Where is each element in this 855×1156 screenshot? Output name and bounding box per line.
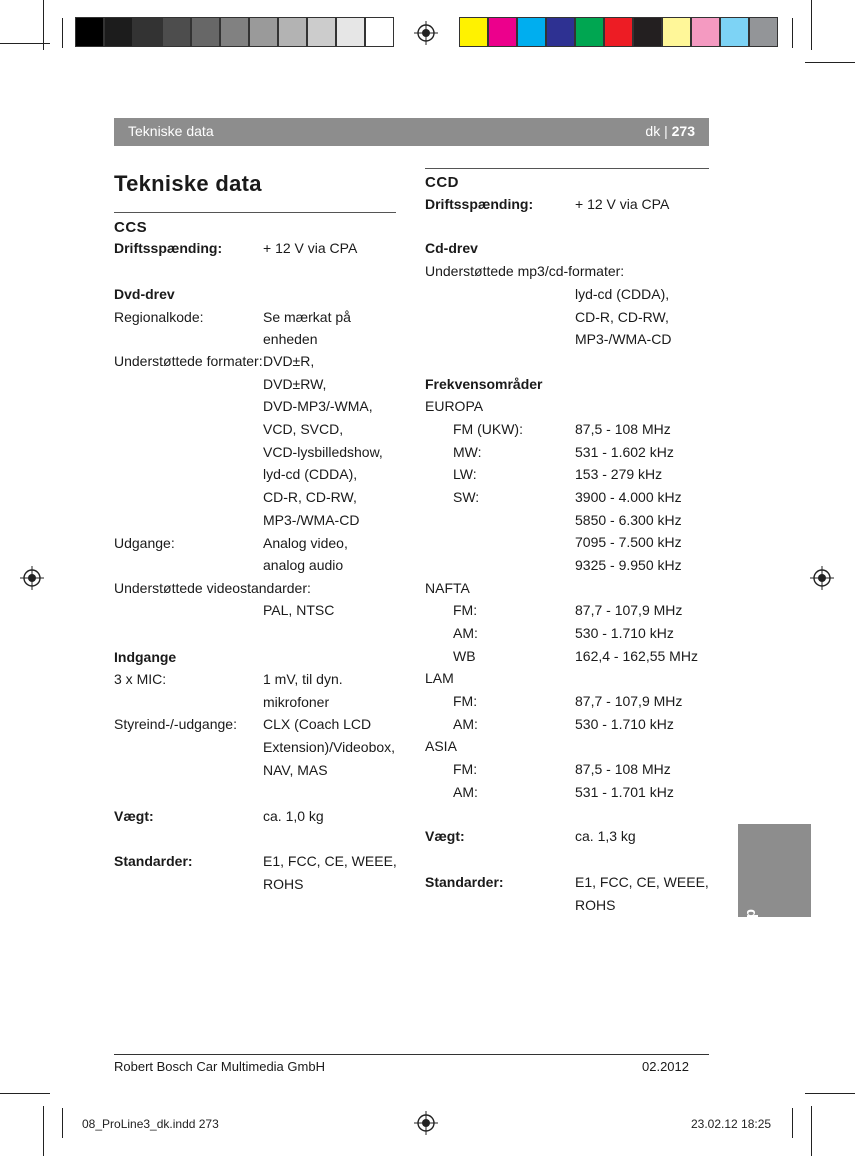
crop-mark (811, 1106, 812, 1156)
format-item: MP3-/WMA-CD (263, 512, 360, 528)
ccs-power-label: Driftsspænding: (114, 240, 223, 256)
header-page-number (645, 123, 695, 139)
color-swatch (104, 17, 133, 47)
region-name: LAM (425, 670, 454, 686)
ccs-standards-value: ROHS (263, 876, 304, 892)
color-swatch (488, 17, 517, 47)
ctrl-value: CLX (Coach LCD (263, 716, 372, 732)
color-swatch (662, 17, 691, 47)
ccd-standards-label: Standarder: (425, 874, 504, 890)
format-item: VCD-lysbilledshow, (263, 444, 383, 460)
band-value: 531 - 1.701 kHz (575, 784, 674, 800)
band-label: FM: (453, 761, 478, 777)
color-swatch (75, 17, 104, 47)
band-value: 3900 - 4.000 kHz (575, 489, 682, 505)
color-swatch (604, 17, 633, 47)
crop-mark (792, 1108, 793, 1138)
region-name: ASIA (425, 738, 457, 754)
color-swatch (278, 17, 307, 47)
ccd-standards-value: E1, FCC, CE, WEEE, (575, 874, 709, 890)
color-swatch (191, 17, 220, 47)
format-item: lyd-cd (CDDA), (263, 466, 358, 482)
video-label: Understøttede videostandarder: (114, 580, 311, 596)
band-label: FM: (453, 693, 478, 709)
color-swatch (307, 17, 336, 47)
band-label: LW: (453, 466, 477, 482)
registration-mark-icon (810, 566, 834, 590)
cd-heading: Cd-drev (425, 240, 478, 256)
language-side-tab (738, 824, 811, 927)
color-swatch (365, 17, 394, 47)
ccs-power-value: + 12 V via CPA (263, 240, 358, 256)
band-value: 530 - 1.710 kHz (575, 625, 674, 641)
header-lang: dk (645, 123, 661, 139)
header-section-title: Tekniske data (128, 123, 214, 139)
crop-mark (811, 0, 812, 50)
ctrl-value: NAV, MAS (263, 762, 328, 778)
crop-mark (0, 1093, 50, 1094)
region-name: NAFTA (425, 580, 470, 596)
band-label: SW: (453, 489, 480, 505)
ctrl-label: Styreind-/-udgange: (114, 716, 237, 732)
cd-formats-label: Understøttede mp3/cd-formater: (425, 263, 625, 279)
band-value: 87,7 - 107,9 MHz (575, 602, 683, 618)
band-label: AM: (453, 716, 478, 732)
dvd-heading: Dvd-drev (114, 286, 175, 302)
ccd-weight-value: ca. 1,3 kg (575, 828, 636, 844)
band-value: 530 - 1.710 kHz (575, 716, 674, 732)
footer-date: 02.2012 (642, 1059, 689, 1074)
registration-mark-icon (414, 21, 438, 45)
crop-mark (62, 1108, 63, 1138)
color-swatch (575, 17, 604, 47)
slug-filename: 08_ProLine3_dk.indd 273 (82, 1117, 219, 1131)
cd-format-item: MP3-/WMA-CD (575, 331, 672, 347)
page-title: Tekniske data (114, 171, 262, 196)
slug-timestamp: 23.02.12 18:25 (691, 1117, 772, 1131)
ccd-standards-value: ROHS (575, 897, 616, 913)
color-swatch (546, 17, 575, 47)
band-value: 7095 - 7.500 kHz (575, 534, 682, 550)
color-swatch (162, 17, 191, 47)
region-label: Regionalkode: (114, 309, 204, 325)
mic-label: 3 x MIC: (114, 671, 167, 687)
color-swatch (133, 17, 162, 47)
format-item: DVD-MP3/-WMA, (263, 398, 373, 414)
band-label: MW: (453, 444, 482, 460)
ccs-weight-label: Vægt: (114, 808, 154, 824)
ccs-standards-label: Standarder: (114, 853, 193, 869)
format-item: CD-R, CD-RW, (263, 489, 357, 505)
color-swatch (720, 17, 749, 47)
band-label: AM: (453, 784, 478, 800)
format-item: DVD±RW, (263, 376, 327, 392)
band-label: WB (453, 648, 476, 664)
band-value: 87,5 - 108 MHz (575, 421, 671, 437)
crop-mark (792, 18, 793, 48)
color-swatch (459, 17, 488, 47)
crop-mark (62, 18, 63, 48)
crop-mark (0, 43, 50, 44)
cd-format-item: lyd-cd (CDDA), (575, 286, 670, 302)
side-tab-label: dk (743, 909, 760, 927)
format-item: VCD, SVCD, (263, 421, 344, 437)
ccs-standards-value: E1, FCC, CE, WEEE, (263, 853, 397, 869)
band-label: FM (UKW): (453, 421, 523, 437)
footer-company: Robert Bosch Car Multimedia GmbH (114, 1059, 325, 1074)
ccd-power-label: Driftsspænding: (425, 196, 534, 212)
registration-mark-icon (414, 1111, 438, 1135)
color-swatch (249, 17, 278, 47)
band-value: 531 - 1.602 kHz (575, 444, 674, 460)
color-swatch (749, 17, 778, 47)
band-value: 87,7 - 107,9 MHz (575, 693, 683, 709)
page-number: 273 (671, 123, 695, 139)
footer-divider (114, 1054, 709, 1055)
band-value: 153 - 279 kHz (575, 466, 663, 482)
header-separator: | (660, 123, 672, 139)
divider (114, 212, 396, 213)
video-value: PAL, NTSC (263, 602, 335, 618)
registration-mark-icon (20, 566, 44, 590)
formats-label: Understøttede formater: (114, 353, 263, 369)
band-value: 87,5 - 108 MHz (575, 761, 671, 777)
color-swatch (691, 17, 720, 47)
crop-mark (43, 1106, 44, 1156)
region-value: enheden (263, 331, 318, 347)
divider (425, 168, 709, 169)
region-name: EUROPA (425, 398, 484, 414)
band-value: 9325 - 9.950 kHz (575, 557, 682, 573)
inputs-heading: Indgange (114, 649, 177, 665)
color-swatch (336, 17, 365, 47)
color-swatch (220, 17, 249, 47)
outputs-value: Analog video, (263, 535, 348, 551)
crop-mark (805, 62, 855, 63)
outputs-value: analog audio (263, 557, 344, 573)
running-header (114, 118, 709, 146)
crop-mark (805, 1093, 855, 1094)
ccd-power-value: + 12 V via CPA (575, 196, 670, 212)
color-swatch (633, 17, 662, 47)
ccd-weight-label: Vægt: (425, 828, 465, 844)
outputs-label: Udgange: (114, 535, 175, 551)
ccs-weight-value: ca. 1,0 kg (263, 808, 324, 824)
band-label: FM: (453, 602, 478, 618)
format-item: DVD±R, (263, 353, 315, 369)
band-value: 5850 - 6.300 kHz (575, 512, 682, 528)
ccs-heading: CCS (114, 219, 148, 236)
color-swatch (517, 17, 546, 47)
cd-format-item: CD-R, CD-RW, (575, 309, 669, 325)
band-label: AM: (453, 625, 478, 641)
ctrl-value: Extension)/Videobox, (263, 739, 396, 755)
band-value: 162,4 - 162,55 MHz (575, 648, 698, 664)
mic-value: 1 mV, til dyn. (263, 671, 343, 687)
mic-value: mikrofoner (263, 694, 330, 710)
ccd-heading: CCD (425, 174, 459, 191)
region-value: Se mærkat på (263, 309, 351, 325)
freq-heading: Frekvensområder (425, 376, 543, 392)
